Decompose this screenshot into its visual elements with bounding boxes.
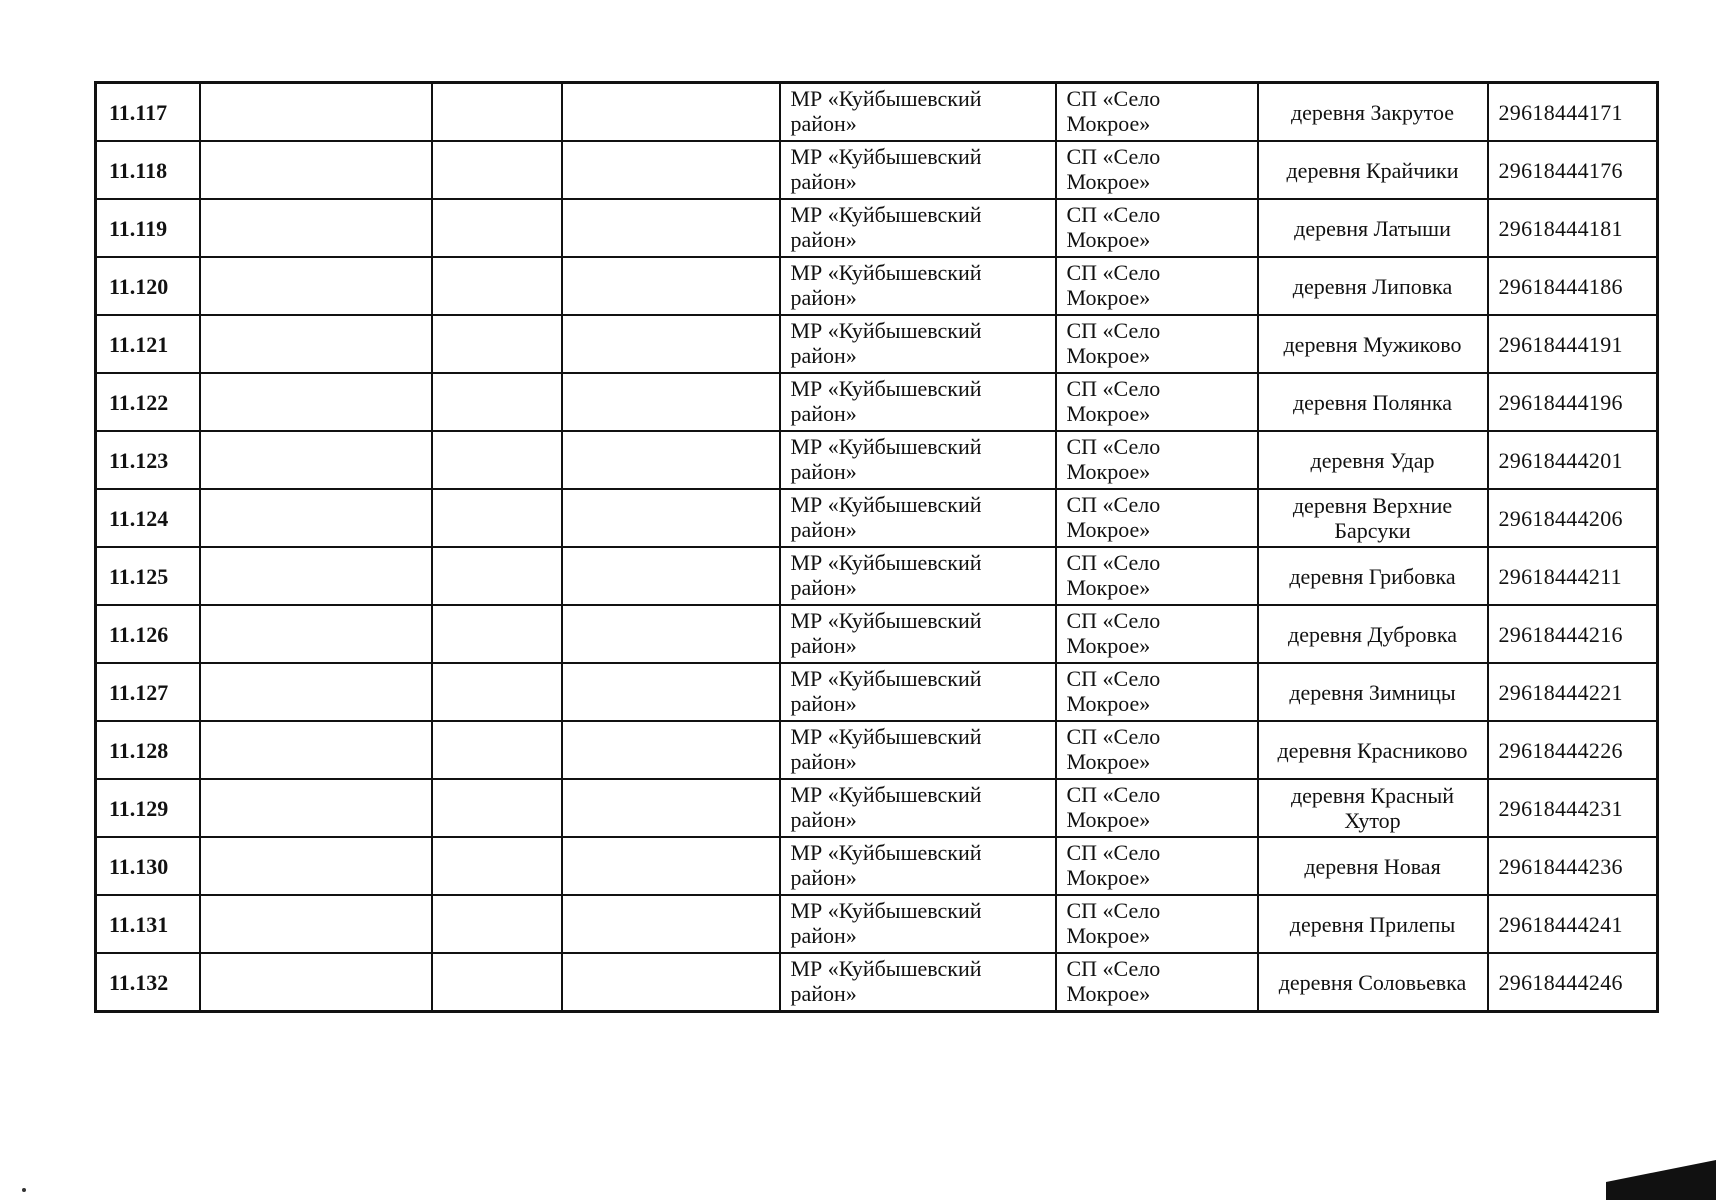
empty-cell [432,779,562,837]
municipal-district-cell [780,721,1056,779]
table-body [96,83,1658,1012]
rural-settlement-cell [1056,837,1258,895]
oktmo-code: 29618444221 [1488,663,1658,721]
municipal-district-cell [780,141,1056,199]
municipal-district-cell [780,605,1056,663]
municipal-district-line2: район» [790,343,857,368]
village-name: деревня Новая [1258,837,1488,895]
rural-settlement-line1: СП «Село [1066,608,1161,633]
table-row [96,141,1658,199]
empty-cell [200,837,432,895]
empty-cell [432,605,562,663]
empty-cell [432,663,562,721]
empty-cell [432,489,562,547]
row-number: 11.132 [96,953,200,1012]
municipal-district-line1: МР «Куйбышевский [790,840,982,865]
row-number: 11.121 [96,315,200,373]
rural-settlement-line2: Мокрое» [1066,459,1151,484]
empty-cell [432,547,562,605]
municipal-district-line1: МР «Куйбышевский [790,318,982,343]
oktmo-code: 29618444206 [1488,489,1658,547]
table-row [96,837,1658,895]
oktmo-code: 29618444201 [1488,431,1658,489]
village-name: деревня Крайчики [1258,141,1488,199]
village-name: деревня Грибовка [1258,547,1488,605]
rural-settlement-line1: СП «Село [1066,318,1161,343]
empty-cell [200,257,432,315]
rural-settlement-line2: Мокрое» [1066,807,1151,832]
municipal-district-cell [780,837,1056,895]
oktmo-code: 29618444176 [1488,141,1658,199]
table-row [96,605,1658,663]
table-row [96,721,1658,779]
rural-settlement-cell [1056,431,1258,489]
rural-settlement-line2: Мокрое» [1066,227,1151,252]
municipal-district-line1: МР «Куйбышевский [790,492,982,517]
municipal-district-line2: район» [790,517,857,542]
settlements-table [94,81,1659,1013]
municipal-district-line2: район» [790,401,857,426]
municipal-district-line2: район» [790,459,857,484]
municipal-district-line1: МР «Куйбышевский [790,550,982,575]
empty-cell [200,547,432,605]
rural-settlement-cell [1056,895,1258,953]
rural-settlement-cell [1056,953,1258,1012]
municipal-district-line2: район» [790,923,857,948]
rural-settlement-cell [1056,663,1258,721]
municipal-district-cell [780,431,1056,489]
empty-cell [562,315,780,373]
rural-settlement-line1: СП «Село [1066,782,1161,807]
village-name: деревня Верхние Барсуки [1258,489,1488,547]
empty-cell [562,837,780,895]
rural-settlement-line2: Мокрое» [1066,111,1151,136]
municipal-district-line1: МР «Куйбышевский [790,782,982,807]
municipal-district-line1: МР «Куйбышевский [790,434,982,459]
row-number: 11.127 [96,663,200,721]
rural-settlement-line2: Мокрое» [1066,865,1151,890]
table-row [96,953,1658,1012]
municipal-district-cell [780,953,1056,1012]
empty-cell [432,257,562,315]
scan-dot [22,1188,26,1192]
empty-cell [432,315,562,373]
municipal-district-line1: МР «Куйбышевский [790,666,982,691]
rural-settlement-line2: Мокрое» [1066,923,1151,948]
oktmo-code: 29618444241 [1488,895,1658,953]
rural-settlement-line2: Мокрое» [1066,749,1151,774]
village-name: деревня Соловьевка [1258,953,1488,1012]
village-name: деревня Дубровка [1258,605,1488,663]
oktmo-code: 29618444171 [1488,83,1658,142]
municipal-district-line2: район» [790,807,857,832]
municipal-district-cell [780,779,1056,837]
rural-settlement-line1: СП «Село [1066,840,1161,865]
municipal-district-line1: МР «Куйбышевский [790,898,982,923]
oktmo-code: 29618444211 [1488,547,1658,605]
rural-settlement-cell [1056,721,1258,779]
empty-cell [562,257,780,315]
rural-settlement-line1: СП «Село [1066,550,1161,575]
rural-settlement-cell [1056,489,1258,547]
table-row [96,663,1658,721]
rural-settlement-line1: СП «Село [1066,376,1161,401]
table-row [96,779,1658,837]
empty-cell [200,83,432,142]
table-row [96,489,1658,547]
rural-settlement-line2: Мокрое» [1066,517,1151,542]
municipal-district-line2: район» [790,691,857,716]
empty-cell [562,431,780,489]
empty-cell [562,141,780,199]
rural-settlement-cell [1056,199,1258,257]
village-name: деревня Красный Хутор [1258,779,1488,837]
rural-settlement-line2: Мокрое» [1066,169,1151,194]
empty-cell [562,83,780,142]
municipal-district-cell [780,83,1056,142]
municipal-district-line2: район» [790,575,857,600]
municipal-district-line2: район» [790,865,857,890]
row-number: 11.124 [96,489,200,547]
row-number: 11.130 [96,837,200,895]
empty-cell [200,141,432,199]
empty-cell [562,663,780,721]
rural-settlement-line1: СП «Село [1066,492,1161,517]
municipal-district-line2: район» [790,285,857,310]
municipal-district-line1: МР «Куйбышевский [790,202,982,227]
row-number: 11.126 [96,605,200,663]
municipal-district-line1: МР «Куйбышевский [790,608,982,633]
village-name: деревня Зимницы [1258,663,1488,721]
empty-cell [432,895,562,953]
empty-cell [200,953,432,1012]
empty-cell [200,199,432,257]
rural-settlement-line2: Мокрое» [1066,575,1151,600]
municipal-district-line1: МР «Куйбышевский [790,724,982,749]
municipal-district-line2: район» [790,169,857,194]
empty-cell [562,547,780,605]
village-name: деревня Полянка [1258,373,1488,431]
empty-cell [432,721,562,779]
empty-cell [562,605,780,663]
municipal-district-cell [780,895,1056,953]
municipal-district-cell [780,315,1056,373]
empty-cell [562,199,780,257]
empty-cell [562,489,780,547]
village-name: деревня Закрутое [1258,83,1488,142]
row-number: 11.122 [96,373,200,431]
empty-cell [200,779,432,837]
oktmo-code: 29618444226 [1488,721,1658,779]
table-row [96,83,1658,142]
empty-cell [432,837,562,895]
row-number: 11.123 [96,431,200,489]
row-number: 11.120 [96,257,200,315]
empty-cell [200,605,432,663]
rural-settlement-line1: СП «Село [1066,202,1161,227]
municipal-district-line2: район» [790,981,857,1006]
empty-cell [432,431,562,489]
table-row [96,199,1658,257]
oktmo-code: 29618444236 [1488,837,1658,895]
oktmo-code: 29618444186 [1488,257,1658,315]
empty-cell [200,489,432,547]
municipal-district-line1: МР «Куйбышевский [790,86,982,111]
rural-settlement-cell [1056,83,1258,142]
rural-settlement-line1: СП «Село [1066,434,1161,459]
empty-cell [432,141,562,199]
municipal-district-cell [780,257,1056,315]
municipal-district-line2: район» [790,633,857,658]
village-name: деревня Латыши [1258,199,1488,257]
row-number: 11.131 [96,895,200,953]
table-row [96,315,1658,373]
municipal-district-line1: МР «Куйбышевский [790,260,982,285]
row-number: 11.117 [96,83,200,142]
municipal-district-cell [780,373,1056,431]
municipal-district-line1: МР «Куйбышевский [790,376,982,401]
rural-settlement-line1: СП «Село [1066,666,1161,691]
rural-settlement-line1: СП «Село [1066,956,1161,981]
empty-cell [562,895,780,953]
rural-settlement-line1: СП «Село [1066,724,1161,749]
empty-cell [432,953,562,1012]
municipal-district-line2: район» [790,111,857,136]
village-name: деревня Липовка [1258,257,1488,315]
municipal-district-cell [780,547,1056,605]
rural-settlement-cell [1056,547,1258,605]
empty-cell [432,199,562,257]
empty-cell [200,663,432,721]
table-row [96,373,1658,431]
municipal-district-cell [780,199,1056,257]
municipal-district-line1: МР «Куйбышевский [790,144,982,169]
rural-settlement-line2: Мокрое» [1066,401,1151,426]
oktmo-code: 29618444191 [1488,315,1658,373]
oktmo-code: 29618444216 [1488,605,1658,663]
municipal-district-cell [780,489,1056,547]
rural-settlement-line1: СП «Село [1066,260,1161,285]
rural-settlement-line2: Мокрое» [1066,285,1151,310]
row-number: 11.125 [96,547,200,605]
empty-cell [562,373,780,431]
row-number: 11.119 [96,199,200,257]
oktmo-code: 29618444181 [1488,199,1658,257]
empty-cell [562,953,780,1012]
rural-settlement-cell [1056,605,1258,663]
empty-cell [200,721,432,779]
empty-cell [200,895,432,953]
rural-settlement-cell [1056,257,1258,315]
row-number: 11.129 [96,779,200,837]
rural-settlement-line2: Мокрое» [1066,981,1151,1006]
village-name: деревня Мужиково [1258,315,1488,373]
empty-cell [200,315,432,373]
rural-settlement-cell [1056,779,1258,837]
village-name: деревня Красниково [1258,721,1488,779]
empty-cell [562,779,780,837]
empty-cell [432,83,562,142]
village-name: деревня Прилепы [1258,895,1488,953]
oktmo-code: 29618444196 [1488,373,1658,431]
rural-settlement-line2: Мокрое» [1066,343,1151,368]
empty-cell [200,373,432,431]
oktmo-code: 29618444246 [1488,953,1658,1012]
row-number: 11.128 [96,721,200,779]
rural-settlement-line2: Мокрое» [1066,691,1151,716]
rural-settlement-line1: СП «Село [1066,86,1161,111]
table-row [96,257,1658,315]
row-number: 11.118 [96,141,200,199]
village-name: деревня Удар [1258,431,1488,489]
rural-settlement-cell [1056,315,1258,373]
table-row [96,431,1658,489]
municipal-district-line1: МР «Куйбышевский [790,956,982,981]
table-row [96,547,1658,605]
municipal-district-line2: район» [790,749,857,774]
municipal-district-line2: район» [790,227,857,252]
rural-settlement-cell [1056,141,1258,199]
empty-cell [200,431,432,489]
rural-settlement-cell [1056,373,1258,431]
scan-edge-mark [1606,1160,1716,1200]
table-row [96,895,1658,953]
municipal-district-cell [780,663,1056,721]
empty-cell [432,373,562,431]
rural-settlement-line1: СП «Село [1066,898,1161,923]
empty-cell [562,721,780,779]
rural-settlement-line1: СП «Село [1066,144,1161,169]
rural-settlement-line2: Мокрое» [1066,633,1151,658]
oktmo-code: 29618444231 [1488,779,1658,837]
